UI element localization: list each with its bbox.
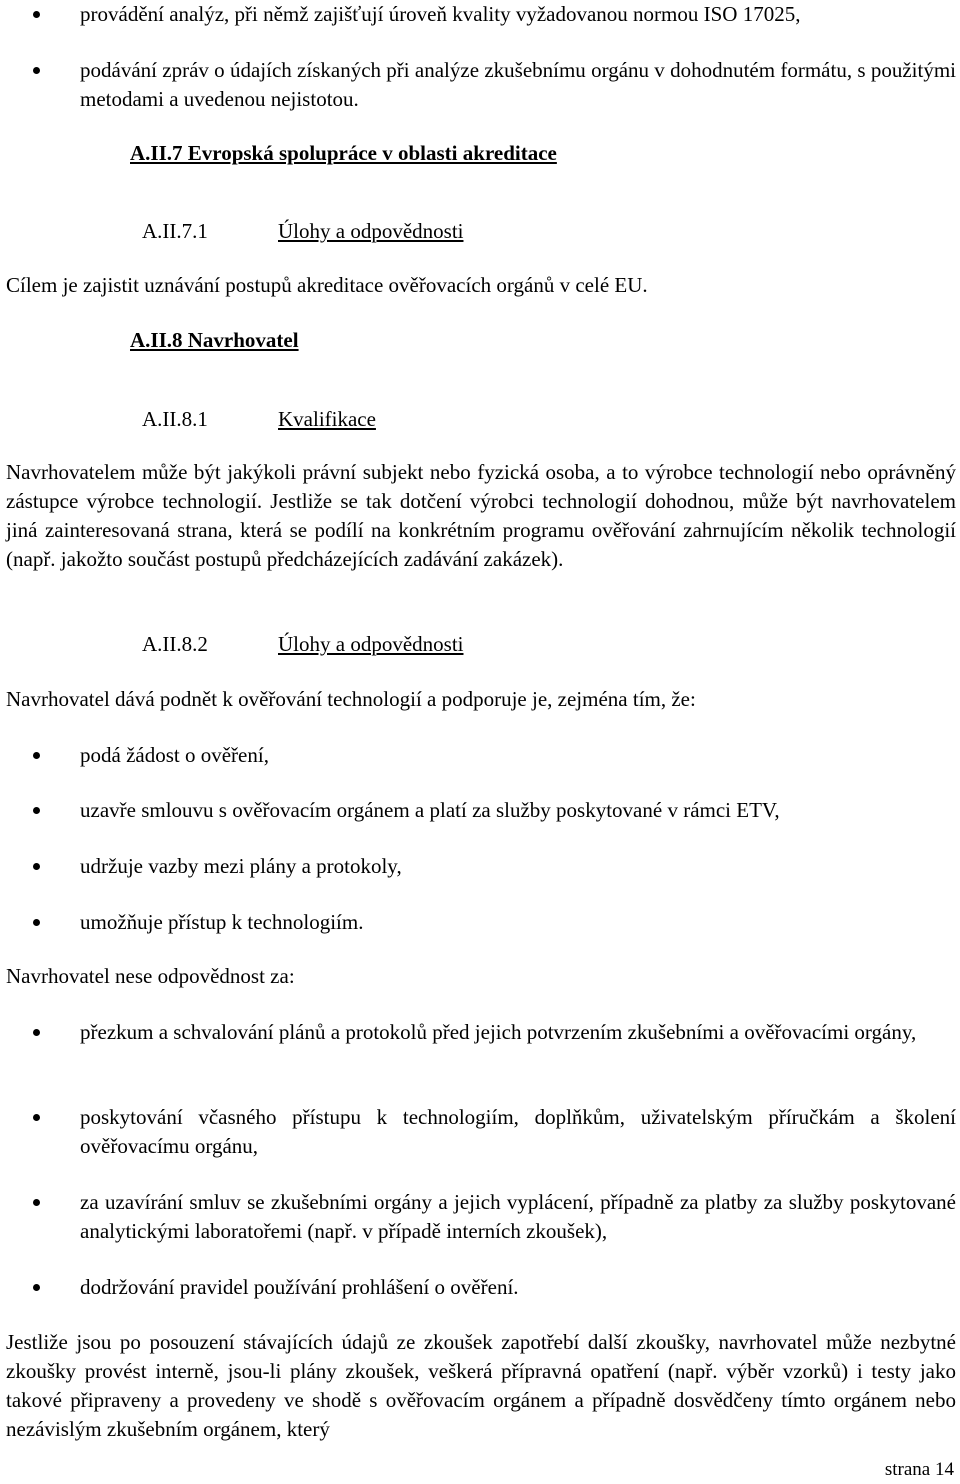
subsection-number-7-1: A.II.7.1	[142, 219, 208, 243]
bullet-text: přezkum a schvalování plánů a protokolů před jejich potvrzením zkušebními a ověřovacími orgány,	[80, 1020, 917, 1044]
bullet-dot-icon	[33, 1029, 40, 1036]
subsection-title-8-1: Kvalifikace	[278, 407, 376, 431]
bullet-text: uzavře smlouvu s ověřovacím orgánem a platí za služby poskytované v rámci ETV,	[80, 798, 780, 822]
subsection-title-8-2: Úlohy a odpovědnosti	[278, 632, 464, 656]
bullet-dot-icon	[33, 863, 40, 870]
paragraph-responsibility-intro: Navrhovatel nese odpovědnost za:	[6, 964, 295, 988]
bullet-text: provádění analýz, při němž zajišťují úroveň kvality vyžadovanou normou ISO 17025,	[80, 2, 801, 26]
bullet-text: podávání zpráv o údajích získaných při analýze zkušebnímu orgánu v dohodnutém formátu, s použitými metodami a uvedenou nejistotou.	[80, 58, 956, 111]
bullet-text: podá žádost o ověření,	[80, 743, 269, 767]
bullet-dot-icon	[33, 752, 40, 759]
bullet-text: poskytování včasného přístupu k technologiím, doplňkům, uživatelským příručkám a školení ověřovacímu orgánu,	[80, 1105, 956, 1158]
bullet-dot-icon	[33, 1199, 40, 1206]
bullet-dot-icon	[33, 67, 40, 74]
bullet-dot-icon	[33, 11, 40, 18]
subsection-title-7-1: Úlohy a odpovědnosti	[278, 219, 464, 243]
paragraph-closing: Jestliže jsou po posouzení stávajících údajů ze zkoušek zapotřebí další zkoušky, navrhovatel může nezbytné zkoušky provést interně, jsou-li plány zkoušek, veškerá přípravná opatření (např. výběr vzorků) i testy jako takové připraveny a provedeny ve shodě s ověřovacím orgánem a případně dosvědčeny tímto orgánem nebo nezávislým zkušebním orgánem, který	[6, 1330, 956, 1441]
paragraph-8-1: Navrhovatelem může být jakýkoli právní subjekt nebo fyzická osoba, a to výrobce technologií nebo oprávněný zástupce výrobce technologií. Jestliže se tak dotčení výrobci technologií dohodnou, může být navrhovatelem jiná zainteresovaná strana, která se podílí na konkrétním programu ověřování zahrnujícím několik technologií (např. jakožto součást postupů předcházejících zadávání zakázek).	[6, 460, 956, 571]
bullet-dot-icon	[33, 807, 40, 814]
page-number: strana 14	[884, 1459, 954, 1480]
bullet-dot-icon	[33, 1114, 40, 1121]
bullet-text: za uzavírání smluv se zkušebními orgány a jejich vyplácení, případně za platby za služby poskytované analytickými laboratořemi (např. v případě interních zkoušek),	[80, 1190, 956, 1243]
bullet-text: umožňuje přístup k technologiím.	[80, 910, 364, 934]
paragraph-8-2-intro: Navrhovatel dává podnět k ověřování technologií a podporuje je, zejména tím, že:	[6, 687, 696, 711]
bullet-dot-icon	[33, 1284, 40, 1291]
subsection-number-8-1: A.II.8.1	[142, 407, 208, 431]
bullet-dot-icon	[33, 919, 40, 926]
bullet-text: udržuje vazby mezi plány a protokoly,	[80, 854, 402, 878]
paragraph-7-1: Cílem je zajistit uznávání postupů akreditace ověřovacích orgánů v celé EU.	[6, 273, 648, 297]
section-heading-8: A.II.8 Navrhovatel	[130, 328, 299, 352]
section-heading-7: A.II.7 Evropská spolupráce v oblasti akreditace	[130, 141, 557, 165]
subsection-number-8-2: A.II.8.2	[142, 632, 208, 656]
bullet-text: dodržování pravidel používání prohlášení o ověření.	[80, 1275, 519, 1299]
